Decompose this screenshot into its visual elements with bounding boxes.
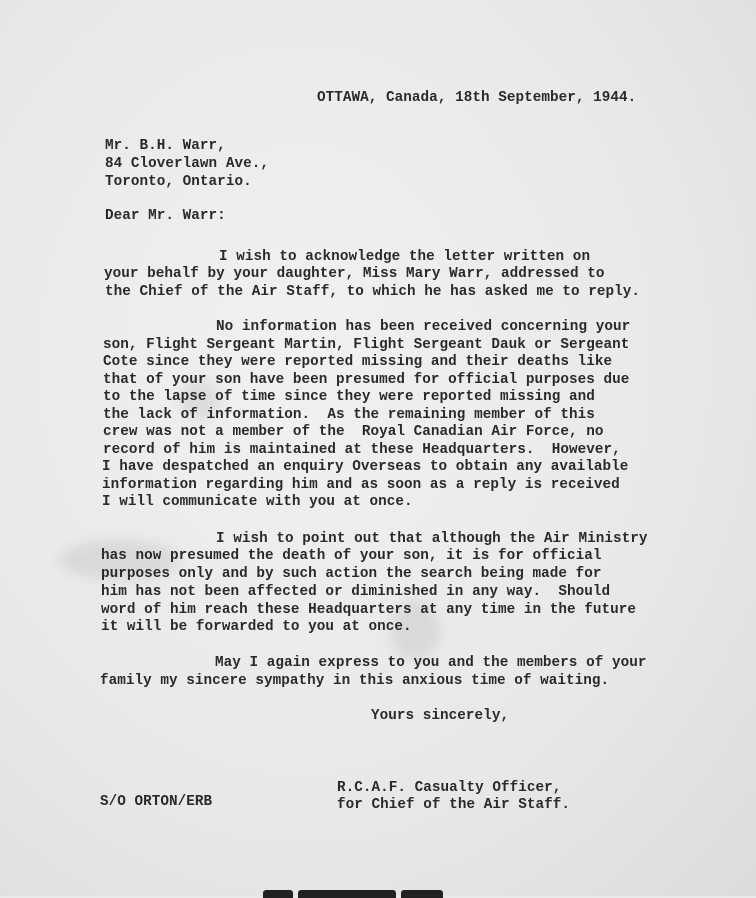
salutation: Dear Mr. Warr: [105,208,226,224]
text-line: crew was not a member of the Royal Canadian Air Force, no [103,424,604,440]
text-line: it will be forwarded to you at once. [101,619,412,635]
text-line: your behalf by your daughter, Miss Mary Warr, addressed to [104,266,605,282]
text-line: I will communicate with you at once. [102,494,413,510]
text-line: family my sincere sympathy in this anxious time of waiting. [100,673,610,689]
signature-line: for Chief of the Air Staff. [337,797,570,813]
text-line: the Chief of the Air Staff, to which he has asked me to reply. [105,284,641,300]
text-line: May I again express to you and the members of your [215,655,647,671]
text-line: the lack of information. As the remaining member of this [103,407,595,423]
text-line: son, Flight Sergeant Martin, Flight Sergeant Dauk or Sergeant [103,337,630,353]
text-line: has now presumed the death of your son, it is for official [101,548,602,564]
closing: Yours sincerely, [371,708,510,724]
text-line: No information has been received concerning your [216,319,631,335]
text-line: I have despatched an enquiry Overseas to obtain any available [102,459,629,475]
bottom-tab-mark [401,890,443,898]
address-line: Toronto, Ontario. [105,174,252,190]
text-line: I wish to acknowledge the letter written on [219,249,591,265]
text-line: purposes only and by such action the search being made for [101,566,602,582]
text-line: to the lapse of time since they were reported missing and [103,389,595,405]
signature-line: R.C.A.F. Casualty Officer, [337,780,562,796]
text-line: I wish to point out that although the Air Ministry [216,531,648,547]
text-line: Cote since they were reported missing and their deaths like [103,354,613,370]
bottom-tab-mark [263,890,293,898]
dateline: OTTAWA, Canada, 18th September, 1944. [317,90,637,106]
bottom-tab-mark [298,890,396,898]
text-line: record of him is maintained at these Headquarters. However, [103,442,621,458]
text-line: that of your son have been presumed for official purposes due [103,372,630,388]
reference-initials: S/O ORTON/ERB [100,794,213,810]
text-line: him has not been affected or diminished in any way. Should [101,584,611,600]
address-line: Mr. B.H. Warr, [105,138,226,154]
text-line: word of him reach these Headquarters at any time in the future [101,602,637,618]
address-line: 84 Cloverlawn Ave., [105,156,269,172]
text-line: information regarding him and as soon as a reply is received [102,477,620,493]
